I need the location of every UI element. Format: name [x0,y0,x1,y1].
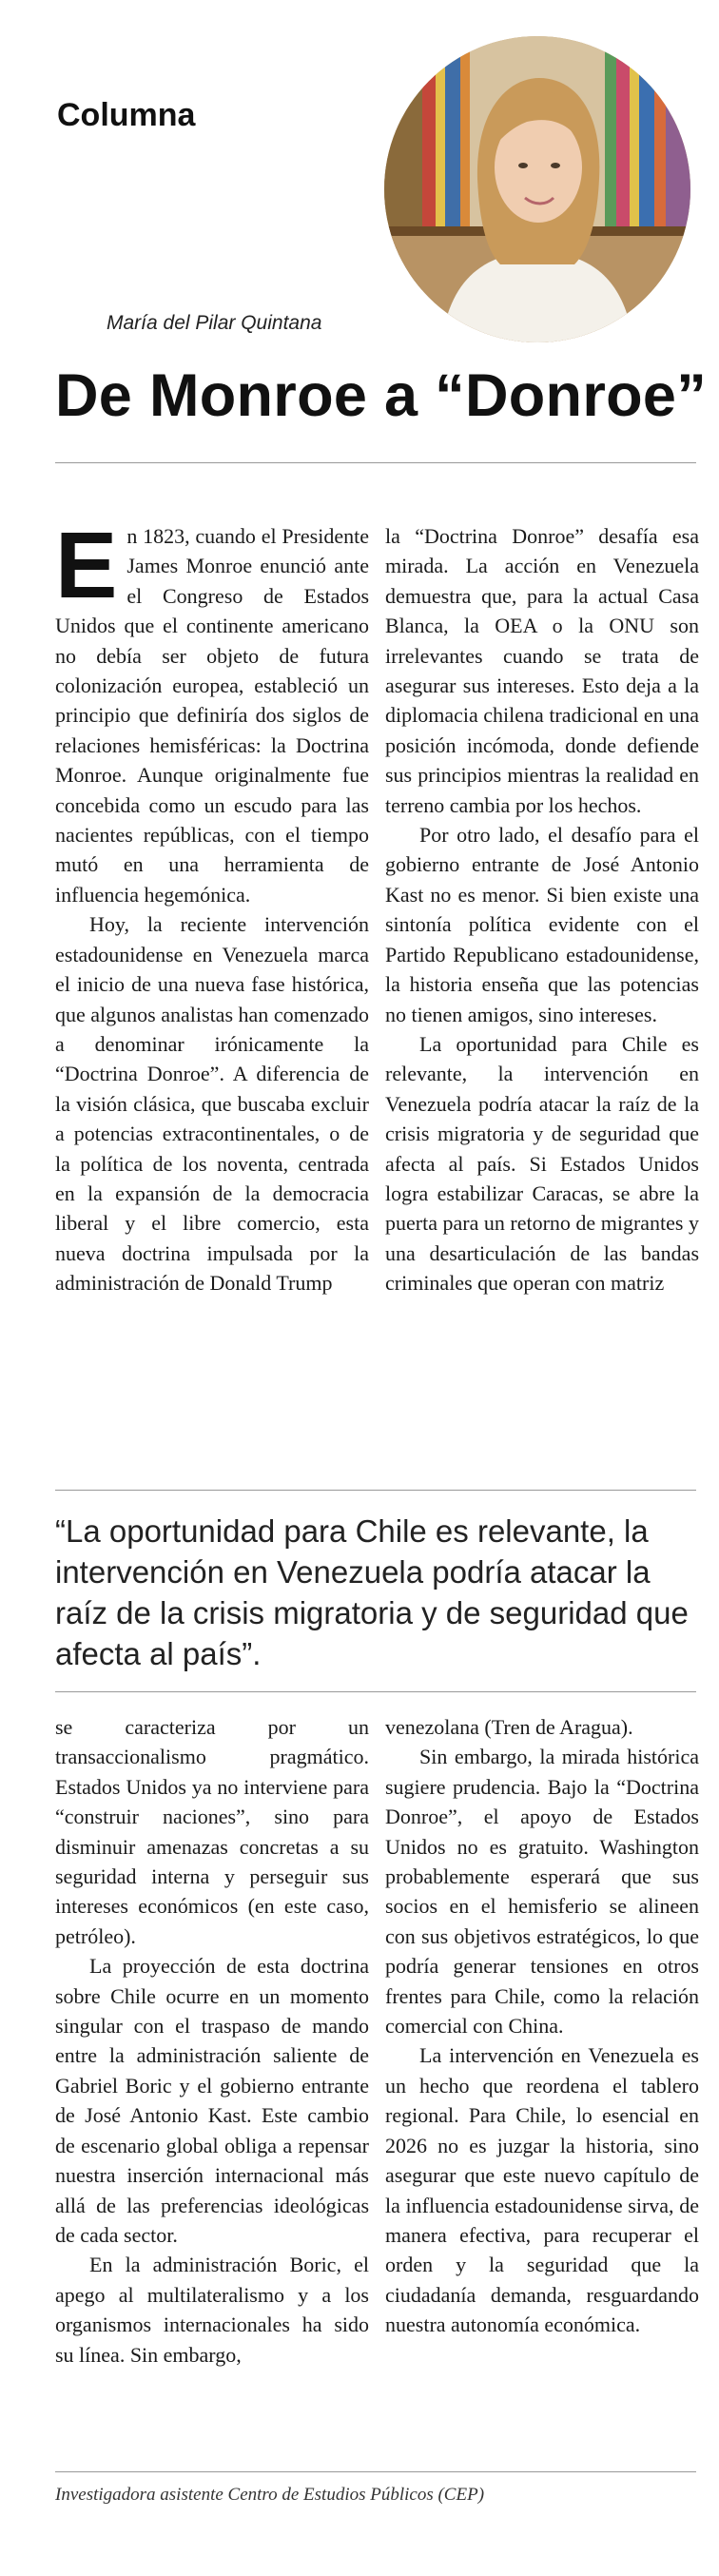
paragraph-text: n 1823, cuando el Presidente James Monroe enunció ante el Congreso de Estados Unidos que el continente americano no debía ser objeto de futura colonización europea, estableció un principio que definiría dos siglos de relaciones hemisféricas: la Doctrina Monroe. Aunque originalmente fue concebida como un escudo para las nacientes repúblicas, con el tiempo mutó en una herramienta de influencia hegemónica. [55,524,369,907]
body-column-1 [55,513,369,1298]
paragraph: Hoy, la reciente intervención estadounidense en Venezuela marca el inicio de una nueva fase histórica, que algunos analistas han comenzado a denominar irónicamente la “Doctrina Donroe”. A diferencia de la visión clásica, que buscaba excluir a potencias extracontinentales, o de la política de los noventa, centrada en la expansión de la democracia liberal y el libre comercio, esta nueva doctrina impulsada por la administración de Donald Trump [55,912,369,1296]
headline-rule [55,462,696,463]
paragraph: se caracteriza por un transaccionalismo pragmático. Estados Unidos ya no interviene para “construir naciones”, sino para disminuir amenazas concretas a su seguridad interna y perseguir sus intereses económicos (en este caso, petróleo). [55,1715,369,1948]
drop-cap: E [55,513,118,617]
paragraph: La oportunidad para Chile es relevante, la intervención en Venezuela podría atacar la raíz de la crisis migratoria y de seguridad que afecta al país. Si Estados Unidos logra estabilizar Caracas, se abre la puerta para un retorno de migrantes y una desarticulación de las bandas criminales que operan con matriz [385,1031,699,1296]
section-label: Columna [57,97,196,133]
paragraph: En la administración Boric, el apego al multilateralismo y a los organismos internacionales ha sido su línea. Sin embargo, [55,2253,369,2367]
paragraph: La intervención en Venezuela es un hecho que reordena el tablero regional. Para Chile, lo esencial en 2026 no es juzgar la historia, sino asegurar que este nuevo capítulo de la influencia estadounidense sirva, de manera efectiva, para recuperar el orden y la seguridad que la ciudadanía demanda, resguardando nuestra autonomía económica. [385,2043,699,2337]
paragraph: la “Doctrina Donroe” desafía esa mirada. La acción en Venezuela demuestra que, para la actual Casa Blanca, la OEA o la ONU son irrelevantes cuando se trata de asegurar sus intereses. Esto deja a la diplomacia chilena tradicional en una posición incómoda, donde defiende sus principios mientras la realidad en terreno cambia por los hechos. [385,524,699,817]
body-column-2 [385,521,699,1298]
author-affiliation: Investigadora asistente Centro de Estudios Públicos (CEP) [55,2485,485,2505]
author-byline: María del Pilar Quintana [107,312,322,334]
pull-quote: “La oportunidad para Chile es relevante, la intervención en Venezuela podría atacar la raíz de la crisis migratoria y de seguridad que afecta al país”. [55,1513,689,1671]
footer-rule [55,2471,696,2472]
paragraph [55,513,369,909]
body-column-3 [55,1712,369,2370]
pullquote-top-rule [55,1490,696,1491]
headline: De Monroe a “Donroe” [55,362,708,429]
paragraph: Por otro lado, el desafío para el gobierno entrante de José Antonio Kast no es menor. Si bien existe una sintonía política evidente con el Partido Republicano estadounidense, la historia enseña que las potencias no tienen amigos, sino intereses. [385,823,699,1026]
body-column-4 [385,1712,699,2340]
paragraph: La proyección de esta doctrina sobre Chile ocurre en un momento singular con el traspaso de mando entre la administración saliente de Gabriel Boric y el gobierno entrante de José Antonio Kast. Este cambio de escenario global obliga a repensar nuestra inserción internacional más allá de las preferencias ideológicas de cada sector. [55,1954,369,2247]
paragraph: Sin embargo, la mirada histórica sugiere prudencia. Bajo la “Doctrina Donroe”, el apoyo de Estados Unidos no es gratuito. Washington probablemente esperará que sus socios en el hemisferio se alineen con sus objetivos estratégicos, lo que podría generar tensiones en otros frentes para Chile, como la relación comercial con China. [385,1745,699,2039]
author-portrait-icon [384,36,690,342]
paragraph: venezolana (Tren de Aragua). [385,1715,633,1739]
pullquote-bottom-rule [55,1691,696,1692]
